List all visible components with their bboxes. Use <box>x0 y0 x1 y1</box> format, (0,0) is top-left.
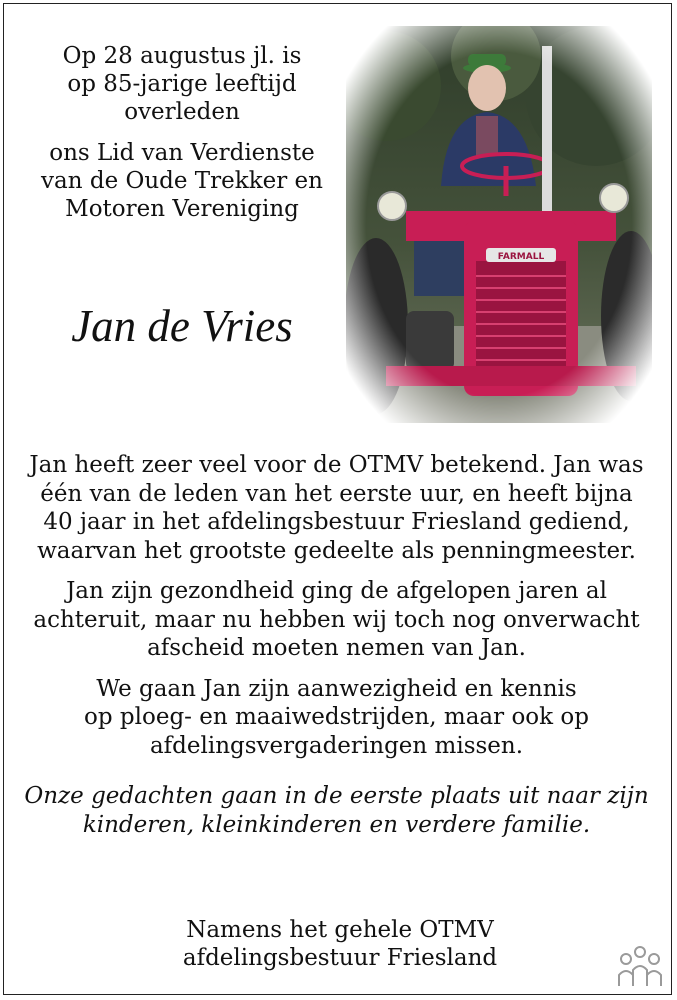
paragraph <box>14 577 659 663</box>
intro-announcement <box>22 42 342 126</box>
intro-line: Op 28 augustus jl. is <box>62 43 302 69</box>
paragraph-line: afdelingsvergaderingen missen. <box>149 732 524 759</box>
intro-role <box>22 139 342 223</box>
paragraph-line: op ploeg- en maaiwedstrijden, maar ook op <box>84 704 589 730</box>
signature-block <box>120 916 560 972</box>
role-line: van de Oude Trekker en <box>41 168 323 194</box>
closing-paragraph <box>14 782 659 839</box>
paragraph-line: achteruit, maar nu hebben wij toch nog onverwacht <box>33 606 640 633</box>
intro-line: overleden <box>124 99 240 125</box>
role-line: Motoren Vereniging <box>65 196 299 222</box>
closing-line: Onze gedachten gaan in de eerste plaats uit naar zijn <box>24 783 649 809</box>
deceased-name: Jan de Vries <box>71 301 293 351</box>
people-group-icon <box>616 944 664 988</box>
paragraph <box>14 451 659 565</box>
paragraph-line: Jan zijn gezondheid ging de afgelopen jaren al <box>66 578 607 604</box>
signature-line: afdelingsbestuur Friesland <box>182 945 498 971</box>
intro-line: op 85-jarige leeftijd <box>67 71 297 97</box>
paragraph <box>14 675 659 761</box>
tractor-photo-illustration <box>346 26 652 423</box>
paragraph-line: één van de leden van het eerste uur, en heeft bijna <box>40 480 633 507</box>
portrait-photo <box>346 26 652 423</box>
closing-line: kinderen, kleinkinderen en verdere familie. <box>82 811 591 838</box>
paragraph-line: waarvan het grootste gedeelte als penningmeester. <box>37 537 636 564</box>
paragraph-line: We gaan Jan zijn aanwezigheid en kennis <box>96 675 577 702</box>
signature-line: Namens het gehele OTMV <box>186 917 494 943</box>
intro-block <box>22 42 342 223</box>
obituary-body <box>14 451 659 851</box>
paragraph-line: Jan heeft zeer veel voor de OTMV betekend. Jan was <box>29 452 644 478</box>
paragraph-line: 40 jaar in het afdelingsbestuur Friesland gediend, <box>43 509 630 535</box>
role-line: ons Lid van Verdienste <box>49 140 315 166</box>
paragraph-line: afscheid moeten nemen van Jan. <box>147 635 526 661</box>
